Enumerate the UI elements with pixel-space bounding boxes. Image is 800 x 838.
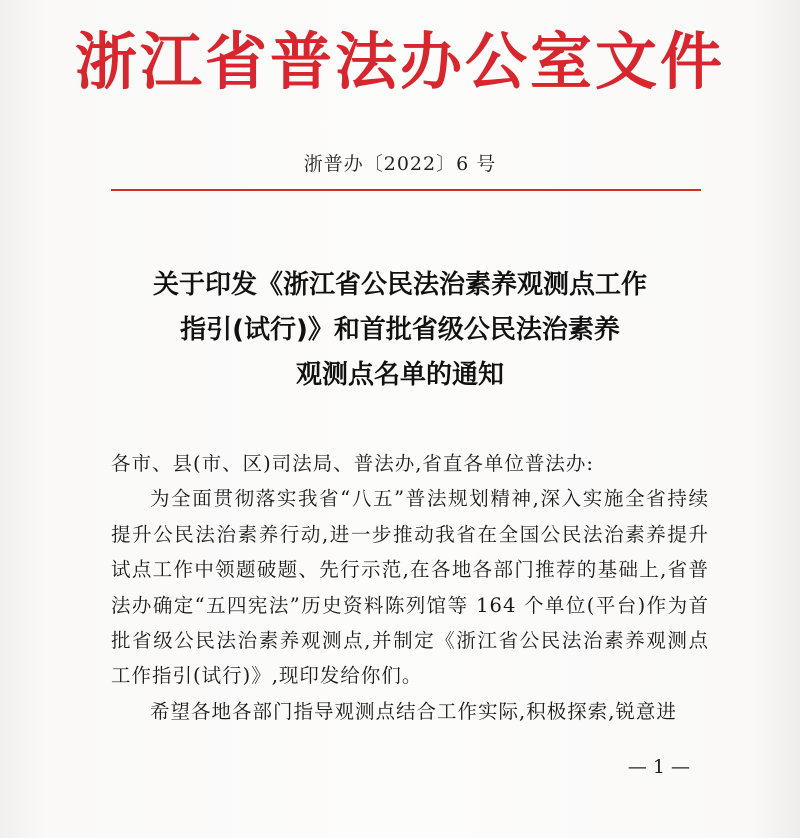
page-number: — 1 — [627,756,690,778]
title-line: 观测点名单的通知 [295,360,504,390]
title-line: 指引(试行)》和首批省级公民法治素养 [180,315,620,345]
red-separator-line [111,189,701,191]
body-paragraph: 为全面贯彻落实我省“八五”普法规划精神,深入实施全省持续提升公民法治素养行动,进一步推动我省在全国公民法治素养提升试点工作中领题破题、先行示范,在各地各部门推荐的基础上,省普法办确定“五四宪法”历史资料陈列馆等 164 个单位(平台)作为首批省级公民法治素养观测点,并制定《浙江省公民法治素养观测点工作指引(试行)》,现印发给你们。 [111,487,709,688]
body-paragraph: 希望各地各部门指导观测点结合工作实际,积极探索,锐意进 [150,699,677,723]
document-body [111,446,709,729]
document-number: 浙普办〔2022〕6 号 [303,153,497,175]
issuing-authority-header: 浙江省普法办公室文件 [74,25,725,98]
title-line: 关于印发《浙江省公民法治素养观测点工作 [152,270,647,300]
document-title [0,263,800,398]
addressee-line: 各市、县(市、区)司法局、普法办,省直各单位普法办: [111,452,594,475]
